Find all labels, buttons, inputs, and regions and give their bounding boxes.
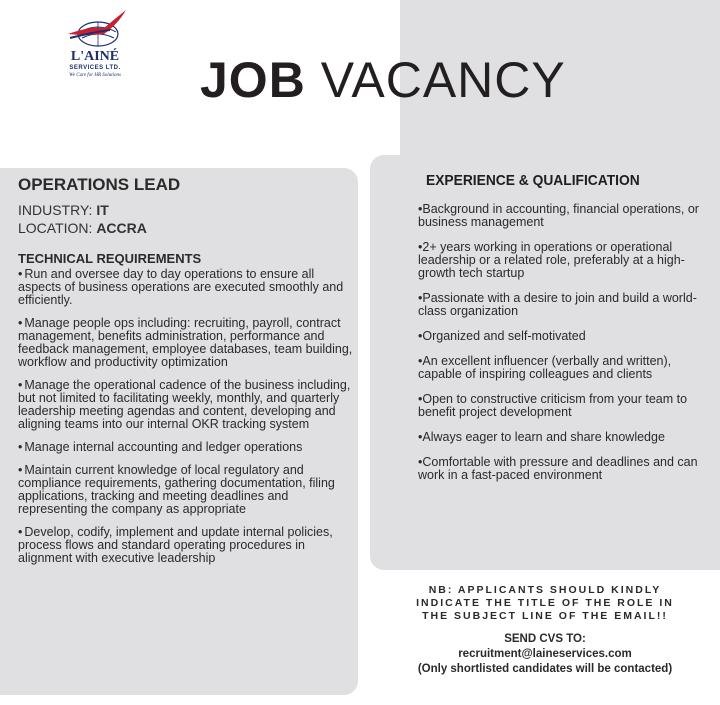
location-line bbox=[18, 219, 353, 237]
shortlist-note: (Only shortlisted candidates will be contacted) bbox=[417, 663, 673, 675]
industry-line bbox=[18, 201, 353, 219]
title-light: VACANCY bbox=[320, 52, 566, 108]
logo-subtitle: SERVICES LTD. bbox=[69, 65, 121, 71]
company-logo bbox=[50, 8, 140, 88]
list-item: •Passionate with a desire to join and build a world-class organization bbox=[418, 291, 697, 318]
location-label: LOCATION: bbox=[18, 220, 93, 236]
title-bold: JOB bbox=[200, 52, 306, 108]
list-item: • Manage people ops including: recruiting, payroll, contract management, benefits administration, performance and feedback management, employee databases, team building, workflow and productivity optimization bbox=[18, 316, 353, 369]
email-link[interactable]: recruitment@laineservices.com bbox=[458, 648, 632, 660]
list-item: •Background in accounting, financial operations, or business management bbox=[418, 202, 699, 229]
send-label: SEND CVS TO: bbox=[504, 633, 586, 645]
logo-name: L'AINÉ bbox=[70, 49, 120, 64]
industry-label: INDUSTRY: bbox=[18, 202, 93, 218]
note-line-2: INDICATE THE TITLE OF THE ROLE IN bbox=[416, 597, 674, 609]
list-item: • Develop, codify, implement and update internal policies, process flows and standard operating procedures in alignment with executive leadership bbox=[18, 525, 333, 565]
requirements-section bbox=[18, 175, 353, 575]
list-item: • Manage internal accounting and ledger operations bbox=[18, 440, 303, 454]
list-item: • Maintain current knowledge of local regulatory and compliance requirements, gathering documentation, filing applications, tracking and meeting deadlines and representing the company as appropriate bbox=[18, 463, 335, 516]
technical-heading: TECHNICAL REQUIREMENTS bbox=[18, 251, 202, 266]
list-item: •2+ years working in operations or operational leadership or a related role, preferably at a high-growth tech startup bbox=[418, 240, 685, 280]
job-title: OPERATIONS LEAD bbox=[18, 175, 181, 194]
list-item: •Always eager to learn and share knowledge bbox=[418, 430, 665, 444]
experience-heading: EXPERIENCE & QUALIFICATION bbox=[426, 172, 640, 189]
applicant-note bbox=[380, 584, 710, 623]
location-value: ACCRA bbox=[96, 220, 147, 236]
experience-section bbox=[418, 172, 713, 494]
note-line-3: THE SUBJECT LINE OF THE EMAIL!! bbox=[422, 610, 668, 622]
logo-tagline: We Care for HR Solutions bbox=[69, 73, 121, 78]
contact-info bbox=[380, 632, 710, 677]
list-item: •An excellent influencer (verbally and written), capable of inspiring colleagues and clients bbox=[418, 354, 672, 381]
list-item: •Open to constructive criticism from your team to benefit project development bbox=[418, 392, 688, 419]
list-item: •Comfortable with pressure and deadlines and can work in a fast-paced environment bbox=[418, 455, 698, 482]
list-item: • Run and oversee day to day operations to ensure all aspects of business operations are executed smoothly and efficiently. bbox=[18, 267, 344, 307]
globe-swoosh-icon bbox=[60, 8, 130, 50]
note-line-1: NB: APPLICANTS SHOULD KINDLY bbox=[428, 584, 662, 596]
industry-value: IT bbox=[96, 202, 109, 218]
list-item: • Manage the operational cadence of the business including, but not limited to facilitating weekly, monthly, and quarterly leadership meeting agendas and content, developing and aligning teams into our internal OKR tracking system bbox=[18, 378, 351, 431]
page-title bbox=[200, 52, 566, 108]
list-item: •Organized and self-motivated bbox=[418, 329, 586, 343]
